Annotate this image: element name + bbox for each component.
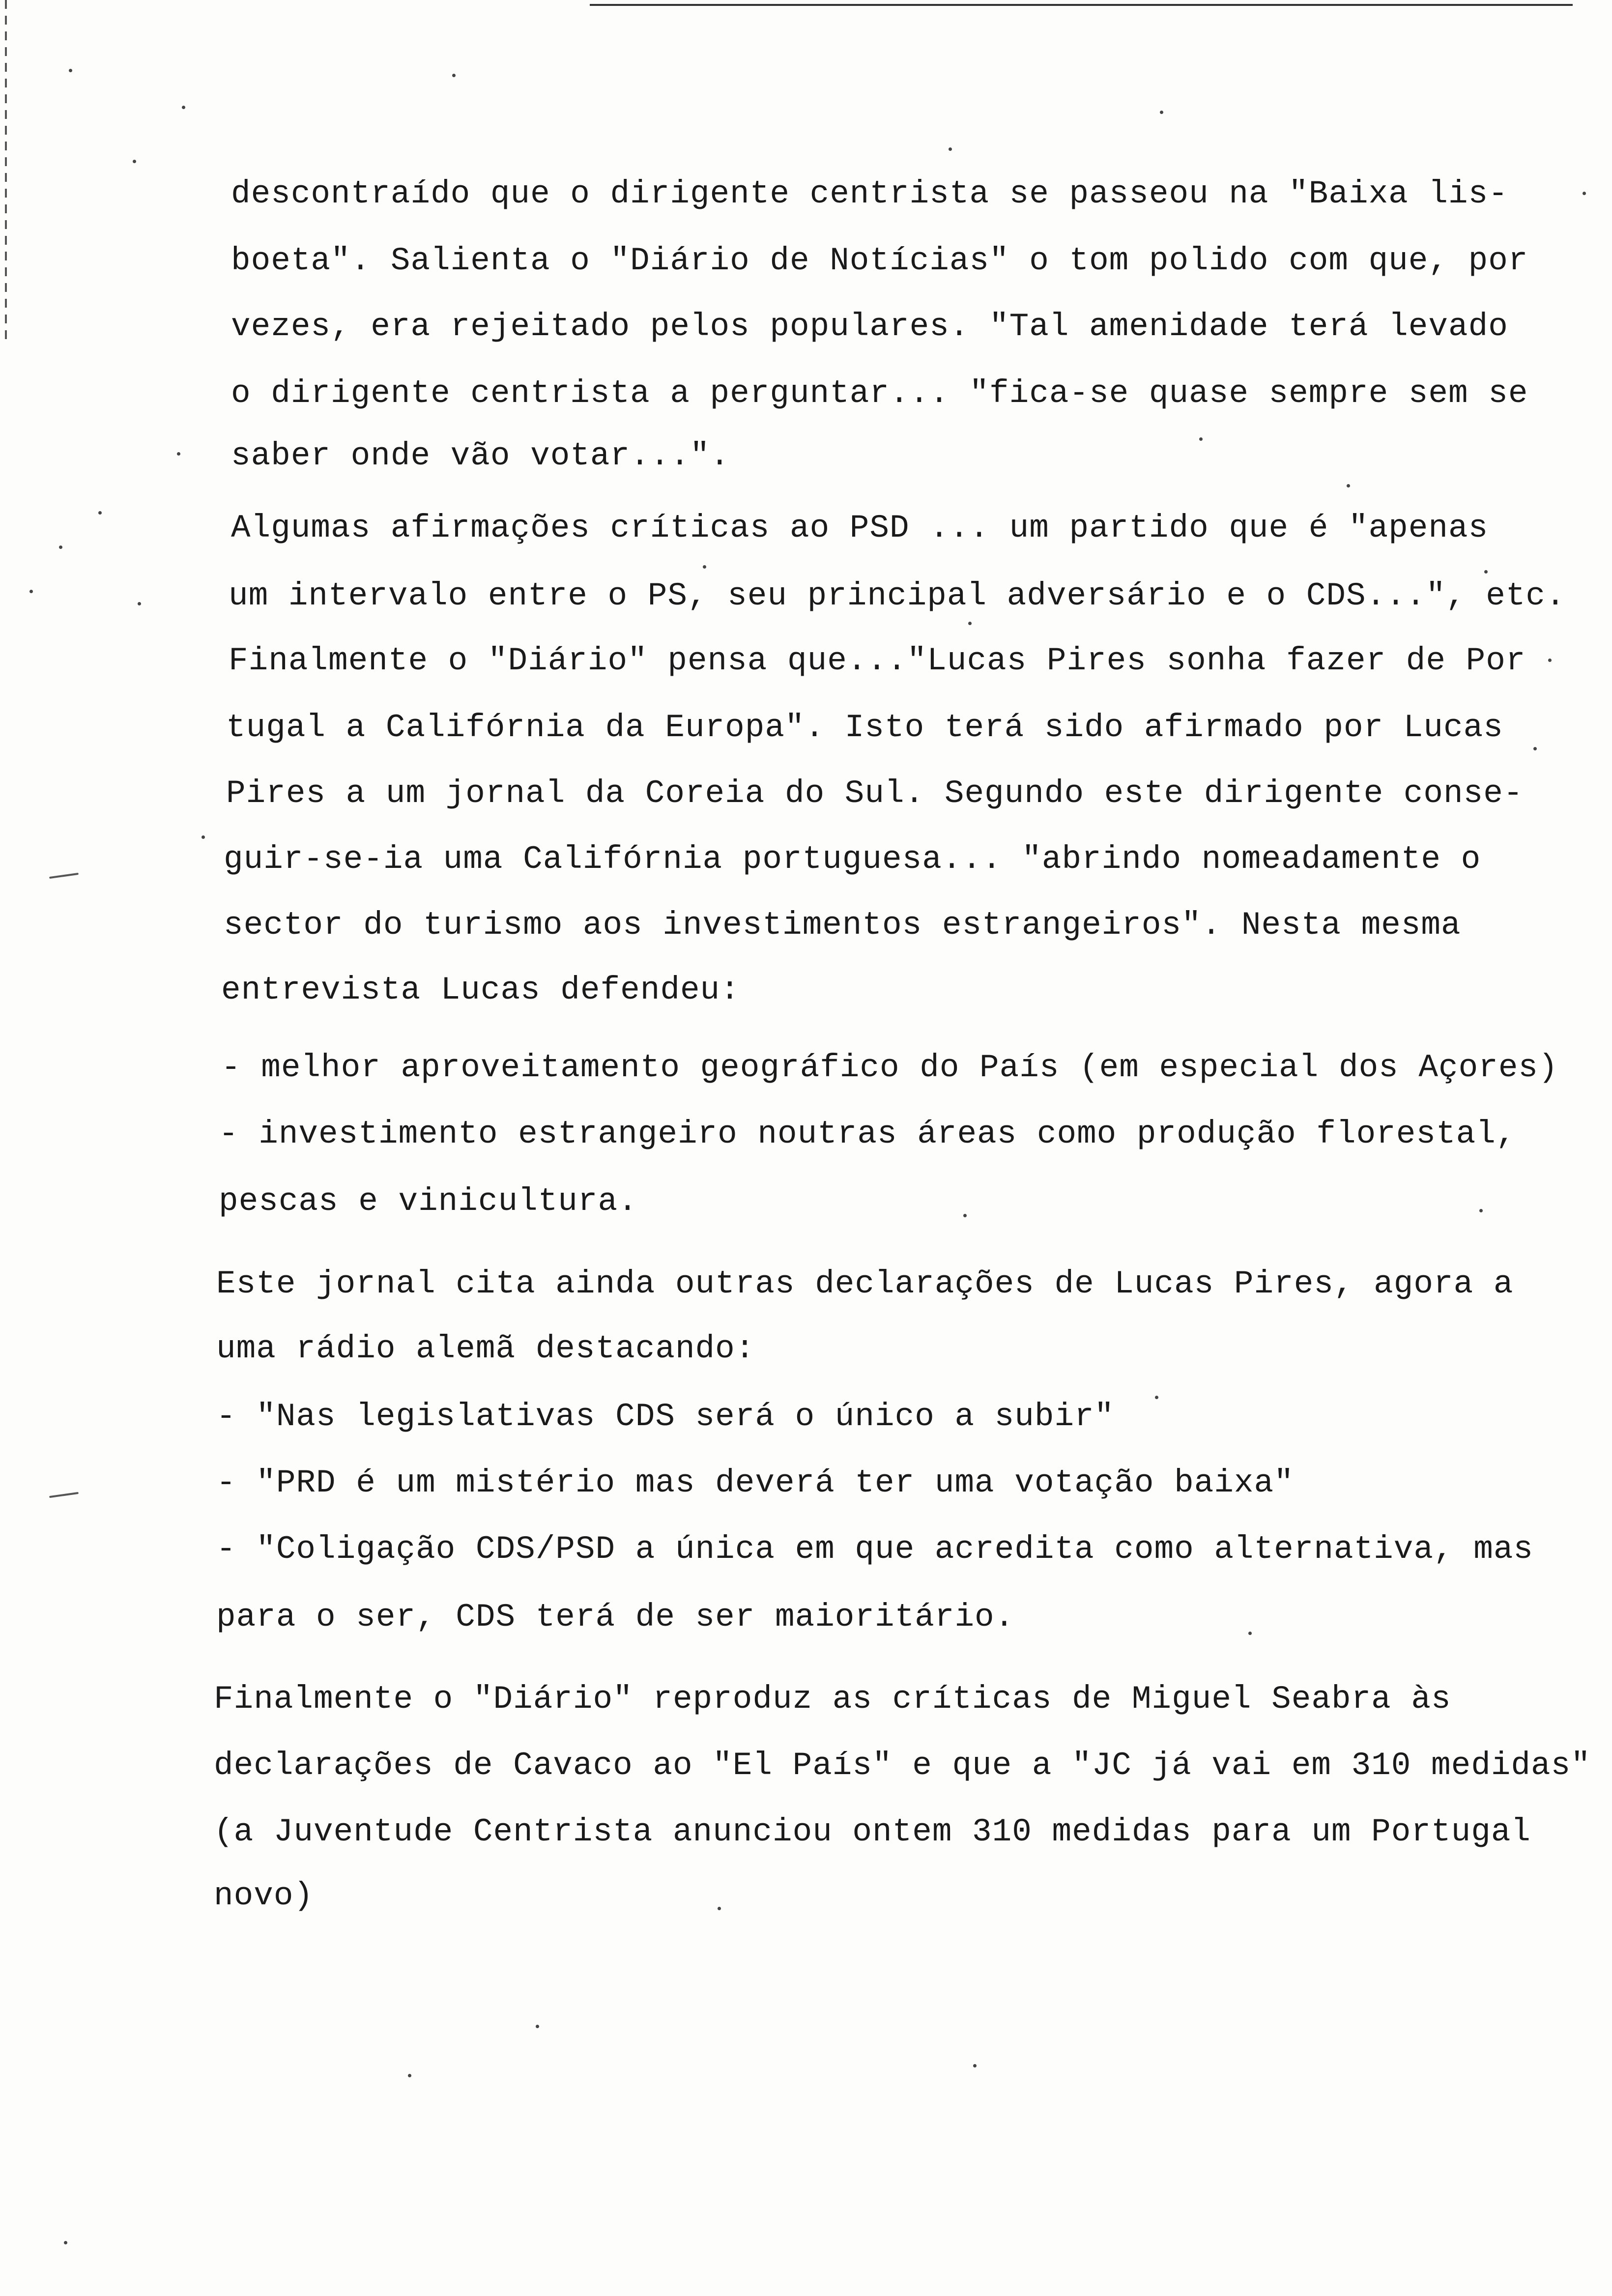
scan-speck	[718, 1907, 721, 1910]
scan-speck	[1248, 1632, 1252, 1635]
scan-mark	[49, 1492, 79, 1498]
scan-speck	[202, 835, 205, 839]
text-line: boeta". Salienta o "Diário de Notícias" o tom polido com que, por	[231, 242, 1528, 279]
binding-edge	[5, 0, 7, 344]
scan-speck	[133, 160, 136, 163]
text-line: saber onde vão votar...".	[231, 437, 730, 474]
text-line: (a Juventude Centrista anunciou ontem 310 medidas para um Portugal	[214, 1813, 1531, 1850]
scan-speck	[949, 147, 952, 151]
text-line: Este jornal cita ainda outras declarações de Lucas Pires, agora a	[216, 1265, 1514, 1302]
scan-speck	[1583, 192, 1586, 195]
text-line: Finalmente o "Diário" reproduz as críticas de Miguel Seabra às	[214, 1681, 1451, 1718]
scan-speck	[973, 2064, 977, 2067]
scan-speck	[29, 590, 33, 593]
scan-speck	[703, 565, 706, 569]
scan-speck	[1199, 437, 1203, 441]
scan-speck	[69, 69, 72, 72]
text-line: uma rádio alemã destacando:	[216, 1330, 755, 1367]
scan-speck	[1484, 570, 1488, 574]
text-line: Algumas afirmações críticas ao PSD ... um partido que é "apenas	[231, 510, 1489, 546]
text-line: tugal a Califórnia da Europa". Isto terá sido afirmado por Lucas	[226, 709, 1503, 746]
text-line: pescas e vinicultura.	[219, 1183, 638, 1220]
text-line: entrevista Lucas defendeu:	[221, 972, 740, 1008]
text-line: descontraído que o dirigente centrista se passeou na "Baixa lis-	[231, 175, 1508, 212]
text-line: sector do turismo aos investimentos estrangeiros". Nesta mesma	[224, 907, 1461, 944]
text-line: - investimento estrangeiro noutras áreas como produção florestal,	[219, 1116, 1516, 1152]
scan-speck	[1347, 484, 1350, 488]
text-line: declarações de Cavaco ao "El País" e que a "JC já vai em 310 medidas"	[214, 1747, 1591, 1784]
text-line: para o ser, CDS terá de ser maioritário.	[216, 1599, 1015, 1636]
text-line: vezes, era rejeitado pelos populares. "Tal amenidade terá levado	[231, 308, 1508, 345]
text-line: Finalmente o "Diário" pensa que..."Lucas Pires sonha fazer de Por	[229, 642, 1526, 679]
text-line: - "Nas legislativas CDS será o único a subir"	[216, 1398, 1115, 1435]
scan-mark	[49, 873, 79, 879]
scan-speck	[177, 452, 180, 456]
text-line: Pires a um jornal da Coreia do Sul. Segundo este dirigente conse-	[226, 775, 1524, 812]
scan-speck	[1533, 747, 1537, 750]
scan-speck	[963, 1214, 967, 1217]
scan-speck	[1160, 111, 1163, 114]
text-line: - melhor aproveitamento geográfico do País (em especial dos Açores)	[221, 1049, 1558, 1086]
text-line: - "Coligação CDS/PSD a única em que acredita como alternativa, mas	[216, 1531, 1534, 1568]
scan-speck	[98, 511, 102, 515]
scan-speck	[182, 106, 185, 109]
scan-speck	[1479, 1209, 1483, 1212]
text-line: guir-se-ia uma Califórnia portuguesa... "abrindo nomeadamente o	[224, 841, 1481, 878]
text-line: um intervalo entre o PS, seu principal adversário e o CDS...", etc.	[229, 577, 1566, 614]
top-rule	[590, 4, 1573, 6]
scan-speck	[1548, 659, 1552, 662]
text-line: - "PRD é um mistério mas deverá ter uma votação baixa"	[216, 1464, 1294, 1501]
scan-speck	[59, 545, 62, 549]
scan-speck	[64, 2241, 67, 2244]
scan-speck	[968, 622, 972, 625]
scan-speck	[536, 2025, 539, 2028]
scan-speck	[408, 2074, 411, 2077]
text-line: o dirigente centrista a perguntar... "fica-se quase sempre sem se	[231, 375, 1528, 412]
scan-speck	[138, 602, 141, 605]
scan-speck	[1155, 1396, 1158, 1399]
text-line: novo)	[214, 1877, 314, 1914]
scan-speck	[452, 74, 456, 77]
